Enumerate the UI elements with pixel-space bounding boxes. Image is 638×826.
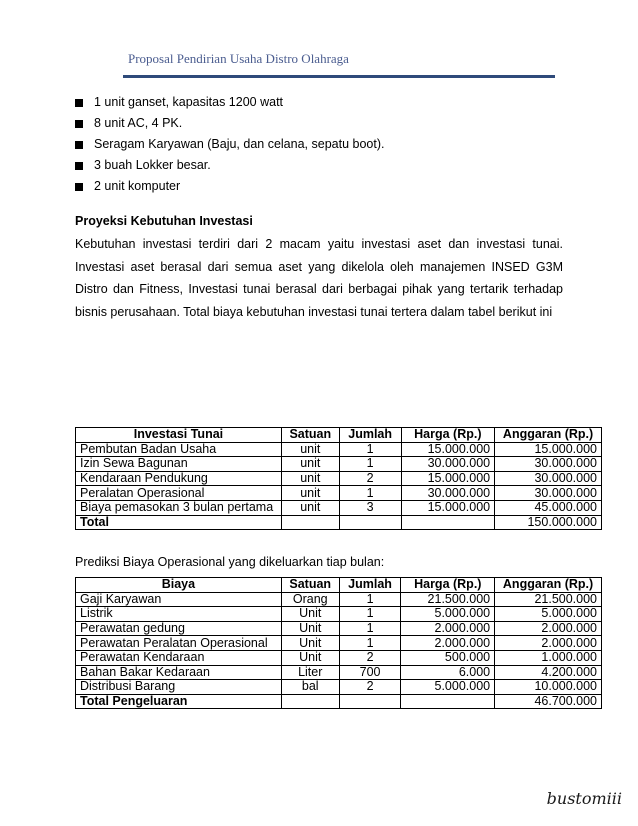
cell-qty: 1 [339, 457, 401, 472]
cell-budget: 15.000.000 [495, 442, 602, 457]
cell-unit: unit [281, 442, 339, 457]
cell-budget: 10.000.000 [495, 680, 602, 695]
empty-cell [401, 515, 495, 530]
column-header: Biaya [76, 578, 282, 593]
list-item-text: Seragam Karyawan (Baju, dan celana, sepatu boot). [94, 137, 385, 151]
cell-unit: unit [281, 457, 339, 472]
total-value: 150.000.000 [495, 515, 602, 530]
empty-cell [401, 694, 495, 709]
column-header: Jumlah [339, 428, 401, 443]
column-header: Jumlah [339, 578, 401, 593]
cell-item: Listrik [76, 607, 282, 622]
cell-budget: 4.200.000 [495, 665, 602, 680]
cell-qty: 1 [339, 621, 401, 636]
cell-qty: 3 [339, 500, 401, 515]
table-header-row [76, 428, 602, 443]
total-value: 46.700.000 [495, 694, 602, 709]
column-header: Harga (Rp.) [401, 428, 495, 443]
cell-item: Izin Sewa Bagunan [76, 457, 282, 472]
column-header: Anggaran (Rp.) [495, 578, 602, 593]
table-total-row [76, 694, 602, 709]
list-item [75, 176, 384, 197]
table-row [76, 650, 602, 665]
column-header: Harga (Rp.) [401, 578, 495, 593]
cell-item: Pembutan Badan Usaha [76, 442, 282, 457]
cell-price: 21.500.000 [401, 592, 495, 607]
cell-unit: unit [281, 500, 339, 515]
cell-unit: Unit [281, 636, 339, 651]
list-item-text: 3 buah Lokker besar. [94, 158, 211, 172]
investment-table [75, 427, 602, 530]
cell-item: Biaya pemasokan 3 bulan pertama [76, 500, 282, 515]
cell-price: 30.000.000 [401, 486, 495, 501]
section-paragraph: Kebutuhan investasi terdiri dari 2 macam yaitu investasi aset dan investasi tunai. Investasi aset berasal dari semua aset yang dikelola oleh manajemen INSED G3M Distro dan Fitness, Investasi tunai berasal dari berbagai pihak yang tertarik terhadap bisnis perusahaan. Total biaya kebutuhan investasi tunai tertera dalam tabel berikut ini [75, 237, 563, 319]
list-item-text: 8 unit AC, 4 PK. [94, 116, 183, 130]
table-row [76, 621, 602, 636]
cell-item: Perawatan Peralatan Operasional [76, 636, 282, 651]
table-row [76, 680, 602, 695]
header-divider [123, 75, 555, 78]
cell-qty: 2 [339, 680, 401, 695]
table-row [76, 636, 602, 651]
cell-qty: 2 [339, 471, 401, 486]
cell-budget: 30.000.000 [495, 457, 602, 472]
cell-price: 5.000.000 [401, 680, 495, 695]
table-row [76, 442, 602, 457]
cell-budget: 5.000.000 [495, 607, 602, 622]
operational-caption: Prediksi Biaya Operasional yang dikeluarkan tiap bulan: [75, 555, 385, 569]
table-header-row [76, 578, 602, 593]
table-row [76, 592, 602, 607]
square-bullet-icon [75, 120, 83, 128]
table-total-row [76, 515, 602, 530]
cell-price: 2.000.000 [401, 621, 495, 636]
column-header: Satuan [281, 578, 339, 593]
cell-unit: Unit [281, 607, 339, 622]
operational-cost-table [75, 577, 602, 709]
cell-price: 15.000.000 [401, 500, 495, 515]
cell-qty: 1 [339, 592, 401, 607]
square-bullet-icon [75, 141, 83, 149]
cell-unit: Liter [281, 665, 339, 680]
cell-unit: Unit [281, 621, 339, 636]
cell-unit: unit [281, 486, 339, 501]
empty-cell [339, 515, 401, 530]
cell-item: Bahan Bakar Kedaraan [76, 665, 282, 680]
cell-item: Gaji Karyawan [76, 592, 282, 607]
cell-budget: 21.500.000 [495, 592, 602, 607]
list-item [75, 155, 384, 176]
cell-unit: bal [281, 680, 339, 695]
cell-price: 30.000.000 [401, 457, 495, 472]
cell-item: Kendaraan Pendukung [76, 471, 282, 486]
column-header: Anggaran (Rp.) [495, 428, 602, 443]
document-header-title: Proposal Pendirian Usaha Distro Olahraga [128, 51, 349, 66]
square-bullet-icon [75, 162, 83, 170]
cell-budget: 30.000.000 [495, 486, 602, 501]
list-item-text: 2 unit komputer [94, 179, 181, 193]
cell-price: 15.000.000 [401, 471, 495, 486]
cell-budget: 45.000.000 [495, 500, 602, 515]
cell-qty: 1 [339, 486, 401, 501]
square-bullet-icon [75, 183, 83, 191]
cell-qty: 1 [339, 607, 401, 622]
cell-item: Perawatan gedung [76, 621, 282, 636]
list-item-text: 1 unit ganset, kapasitas 1200 watt [94, 95, 284, 109]
list-item [75, 134, 384, 155]
section-heading: Proyeksi Kebutuhan Investasi [75, 214, 253, 228]
column-header: Investasi Tunai [76, 428, 282, 443]
cell-item: Peralatan Operasional [76, 486, 282, 501]
author-signature: bustomiii [546, 789, 622, 808]
table-row [76, 665, 602, 680]
cell-qty: 1 [339, 636, 401, 651]
cell-item: Perawatan Kendaraan [76, 650, 282, 665]
cell-price: 6.000 [401, 665, 495, 680]
table-row [76, 607, 602, 622]
square-bullet-icon [75, 99, 83, 107]
cell-unit: Orang [281, 592, 339, 607]
table-row [76, 457, 602, 472]
total-label: Total [76, 515, 282, 530]
list-item [75, 113, 384, 134]
table-row [76, 500, 602, 515]
cell-budget: 2.000.000 [495, 621, 602, 636]
empty-cell [281, 515, 339, 530]
cell-qty: 700 [339, 665, 401, 680]
cell-budget: 2.000.000 [495, 636, 602, 651]
cell-item: Distribusi Barang [76, 680, 282, 695]
empty-cell [339, 694, 401, 709]
empty-cell [281, 694, 339, 709]
cell-qty: 1 [339, 442, 401, 457]
cell-unit: Unit [281, 650, 339, 665]
column-header: Satuan [281, 428, 339, 443]
cell-price: 2.000.000 [401, 636, 495, 651]
table-row [76, 486, 602, 501]
total-label: Total Pengeluaran [76, 694, 282, 709]
cell-qty: 2 [339, 650, 401, 665]
cell-price: 15.000.000 [401, 442, 495, 457]
equipment-list [75, 92, 384, 197]
cell-budget: 30.000.000 [495, 471, 602, 486]
table-row [76, 471, 602, 486]
list-item [75, 92, 384, 113]
cell-price: 500.000 [401, 650, 495, 665]
cell-price: 5.000.000 [401, 607, 495, 622]
cell-unit: unit [281, 471, 339, 486]
cell-budget: 1.000.000 [495, 650, 602, 665]
